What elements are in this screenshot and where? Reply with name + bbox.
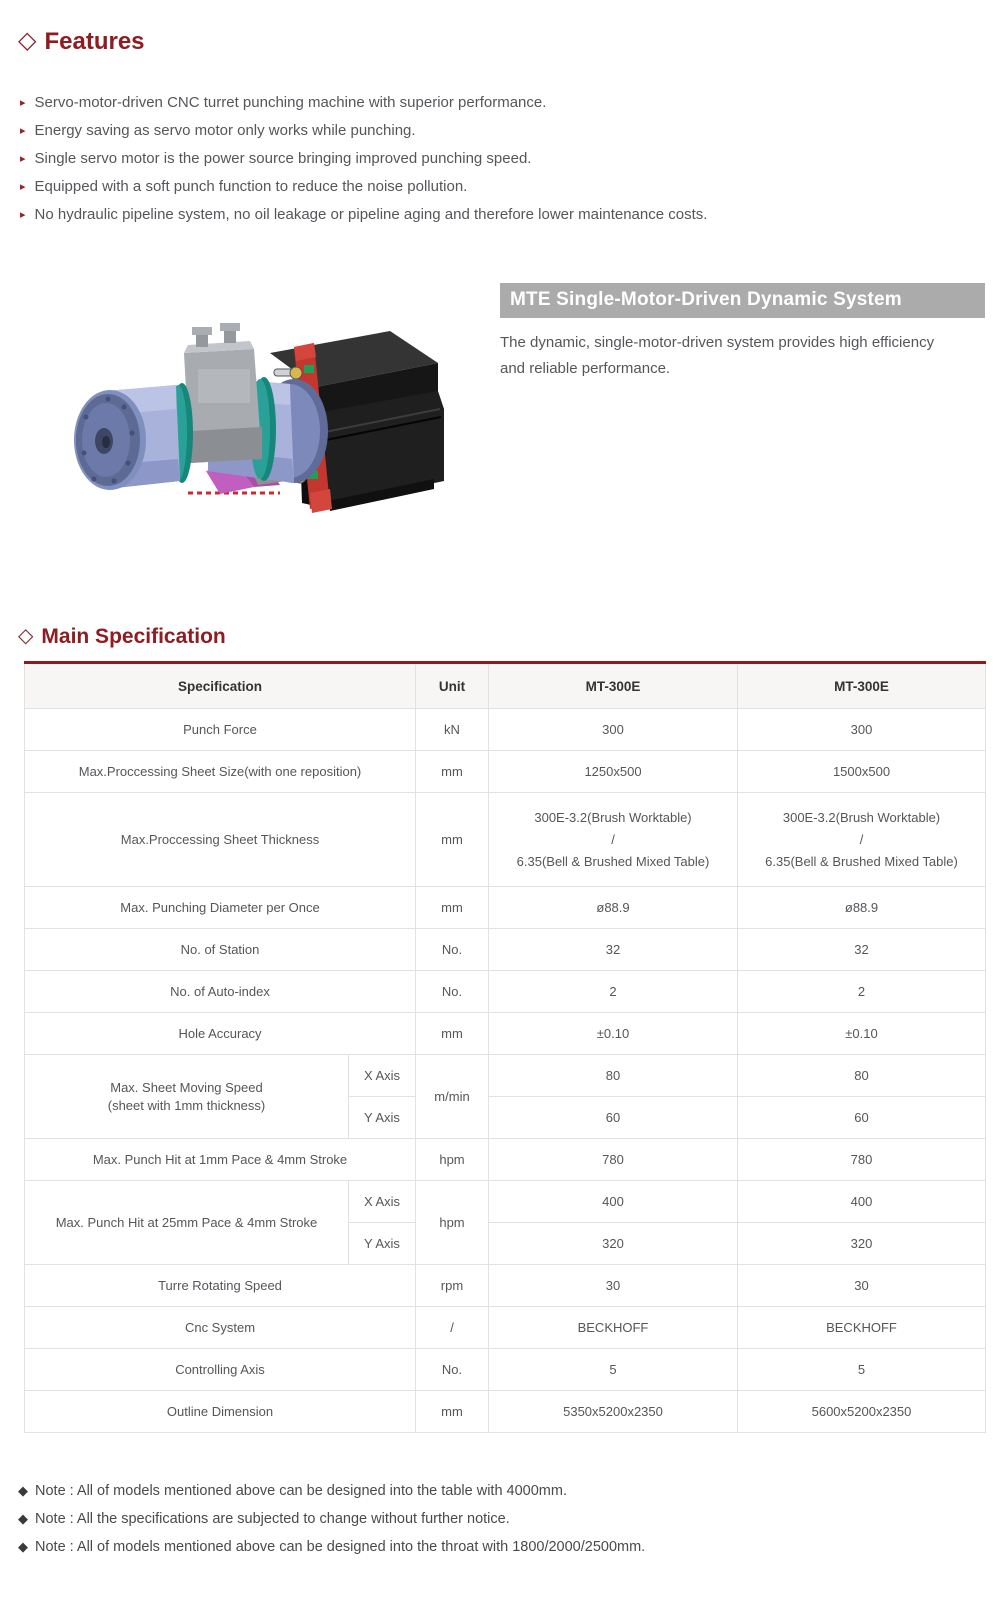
spec-unit: No.	[416, 971, 489, 1013]
spec-value: 32	[489, 929, 738, 971]
feature-item	[20, 88, 1000, 116]
spec-value: 300	[489, 709, 738, 751]
spec-unit: mm	[416, 887, 489, 929]
spec-value: 2	[738, 971, 986, 1013]
feature-text: Servo-motor-driven CNC turret punching machine with superior performance.	[34, 93, 547, 111]
spec-value: 60	[489, 1097, 738, 1139]
spec-unit: hpm	[416, 1181, 489, 1265]
spec-value: 60	[738, 1097, 986, 1139]
col-header-model-1: MT-300E	[489, 663, 738, 709]
spec-value: 30	[738, 1265, 986, 1307]
diamond-outline-icon: ◇	[18, 625, 34, 647]
col-header-unit: Unit	[416, 663, 489, 709]
table-row	[25, 929, 986, 971]
diamond-filled-icon: ◆	[18, 1539, 28, 1554]
spec-value: BECKHOFF	[738, 1307, 986, 1349]
feature-item	[20, 116, 1000, 144]
spec-value: ±0.10	[489, 1013, 738, 1055]
value-line: 300E-3.2(Brush Worktable)	[534, 810, 692, 825]
spec-value: 5	[738, 1349, 986, 1391]
specification-table	[24, 661, 986, 1433]
value-line: 6.35(Bell & Brushed Mixed Table)	[765, 854, 958, 869]
system-banner: MTE Single-Motor-Driven Dynamic System	[500, 283, 985, 318]
spec-value: 400	[738, 1181, 986, 1223]
spec-unit: mm	[416, 1013, 489, 1055]
value-line: /	[611, 832, 615, 847]
spec-value: 80	[489, 1055, 738, 1097]
spec-value: 5350x5200x2350	[489, 1391, 738, 1433]
diamond-outline-icon: ◇	[18, 27, 37, 54]
feature-list	[20, 88, 1000, 228]
spec-value: 780	[738, 1139, 986, 1181]
spec-value: 80	[738, 1055, 986, 1097]
spec-label: Cnc System	[25, 1307, 416, 1349]
spec-label: Outline Dimension	[25, 1391, 416, 1433]
spec-value: ø88.9	[489, 887, 738, 929]
spec-value: BECKHOFF	[489, 1307, 738, 1349]
table-row	[25, 709, 986, 751]
feature-text: Energy saving as servo motor only works while punching.	[34, 121, 416, 139]
feature-item	[20, 200, 1000, 228]
spec-unit: kN	[416, 709, 489, 751]
triangle-bullet-icon: ▸	[20, 152, 26, 165]
table-row	[25, 1307, 986, 1349]
spec-unit: hpm	[416, 1139, 489, 1181]
spec-value: 2	[489, 971, 738, 1013]
notes-section	[18, 1477, 1000, 1561]
triangle-bullet-icon: ▸	[20, 124, 26, 137]
note-item	[18, 1505, 1000, 1533]
axis-label: X Axis	[349, 1181, 416, 1223]
axis-label: X Axis	[349, 1055, 416, 1097]
spec-label: Max.Proccessing Sheet Size(with one reposition)	[25, 751, 416, 793]
spec-unit: /	[416, 1307, 489, 1349]
note-item	[18, 1477, 1000, 1505]
value-line: /	[859, 832, 864, 847]
table-row	[25, 1139, 986, 1181]
spec-value: 1250x500	[489, 751, 738, 793]
main-specification-heading	[18, 625, 1000, 649]
col-header-model-2: MT-300E	[738, 663, 986, 709]
spec-value: 30	[489, 1265, 738, 1307]
table-row	[25, 971, 986, 1013]
note-text: Note : All of models mentioned above can be designed into the table with 4000mm.	[35, 1483, 567, 1499]
spec-unit: mm	[416, 1391, 489, 1433]
table-row	[25, 887, 986, 929]
spec-value: 5	[489, 1349, 738, 1391]
spec-label	[25, 1055, 349, 1139]
spec-label: Punch Force	[25, 709, 416, 751]
spec-value: 300	[738, 709, 986, 751]
value-line: 6.35(Bell & Brushed Mixed Table)	[516, 854, 710, 869]
spec-value: ±0.10	[738, 1013, 986, 1055]
spec-unit: mm	[416, 751, 489, 793]
spec-label: Max. Punch Hit at 25mm Pace & 4mm Stroke	[25, 1181, 349, 1265]
table-row	[25, 751, 986, 793]
spec-value: 400	[489, 1181, 738, 1223]
feature-item	[20, 172, 1000, 200]
triangle-bullet-icon: ▸	[20, 96, 26, 109]
table-row	[25, 1181, 986, 1223]
features-heading	[18, 28, 1000, 56]
spec-value: 780	[489, 1139, 738, 1181]
spec-value: 1500x500	[738, 751, 986, 793]
spec-value	[738, 793, 986, 887]
label-line: Max. Sheet Moving Speed	[110, 1080, 263, 1095]
triangle-bullet-icon: ▸	[20, 180, 26, 193]
spec-value: 32	[738, 929, 986, 971]
spec-unit: No.	[416, 929, 489, 971]
spec-value: 320	[738, 1223, 986, 1265]
table-row	[25, 1391, 986, 1433]
main-specification-title: Main Specification	[41, 625, 226, 648]
note-item	[18, 1533, 1000, 1561]
features-title: Features	[44, 28, 145, 55]
spec-label: Hole Accuracy	[25, 1013, 416, 1055]
spec-label: Controlling Axis	[25, 1349, 416, 1391]
feature-item	[20, 144, 1000, 172]
feature-text: No hydraulic pipeline system, no oil leakage or pipeline aging and therefore lower maintenance costs.	[34, 205, 708, 223]
table-row	[25, 1055, 986, 1097]
spec-unit: mm	[416, 793, 489, 887]
note-text: Note : All the specifications are subjected to change without further notice.	[35, 1511, 510, 1527]
axis-label: Y Axis	[349, 1097, 416, 1139]
feature-text: Equipped with a soft punch function to reduce the noise pollution.	[34, 177, 468, 195]
spec-value: 5600x5200x2350	[738, 1391, 986, 1433]
system-description: The dynamic, single-motor-driven system provides high efficiency and reliable performance.	[500, 334, 935, 378]
spec-label: Max. Punch Hit at 1mm Pace & 4mm Stroke	[25, 1139, 416, 1181]
spec-unit: m/min	[416, 1055, 489, 1139]
spec-label: No. of Auto-index	[25, 971, 416, 1013]
diamond-filled-icon: ◆	[18, 1483, 28, 1498]
triangle-bullet-icon: ▸	[20, 208, 26, 221]
servo-motor-image	[58, 313, 470, 531]
col-header-specification: Specification	[25, 663, 416, 709]
table-row	[25, 1013, 986, 1055]
spec-label: No. of Station	[25, 929, 416, 971]
note-text: Note : All of models mentioned above can be designed into the throat with 1800/2000/2500mm.	[35, 1539, 646, 1555]
table-row	[25, 793, 986, 887]
spec-label: Turre Rotating Speed	[25, 1265, 416, 1307]
axis-label: Y Axis	[349, 1223, 416, 1265]
value-line: 300E-3.2(Brush Worktable)	[782, 810, 941, 825]
spec-label: Max. Punching Diameter per Once	[25, 887, 416, 929]
system-section	[0, 283, 1000, 595]
diamond-filled-icon: ◆	[18, 1511, 28, 1526]
spec-value: ø88.9	[738, 887, 986, 929]
label-line: (sheet with 1mm thickness)	[107, 1098, 266, 1113]
table-row	[25, 1265, 986, 1307]
table-row	[25, 1349, 986, 1391]
table-header-row	[25, 663, 986, 709]
feature-text: Single servo motor is the power source bringing improved punching speed.	[34, 149, 532, 167]
spec-value	[489, 793, 738, 887]
spec-label: Max.Proccessing Sheet Thickness	[25, 793, 416, 887]
spec-unit: rpm	[416, 1265, 489, 1307]
spec-value: 320	[489, 1223, 738, 1265]
spec-unit: No.	[416, 1349, 489, 1391]
